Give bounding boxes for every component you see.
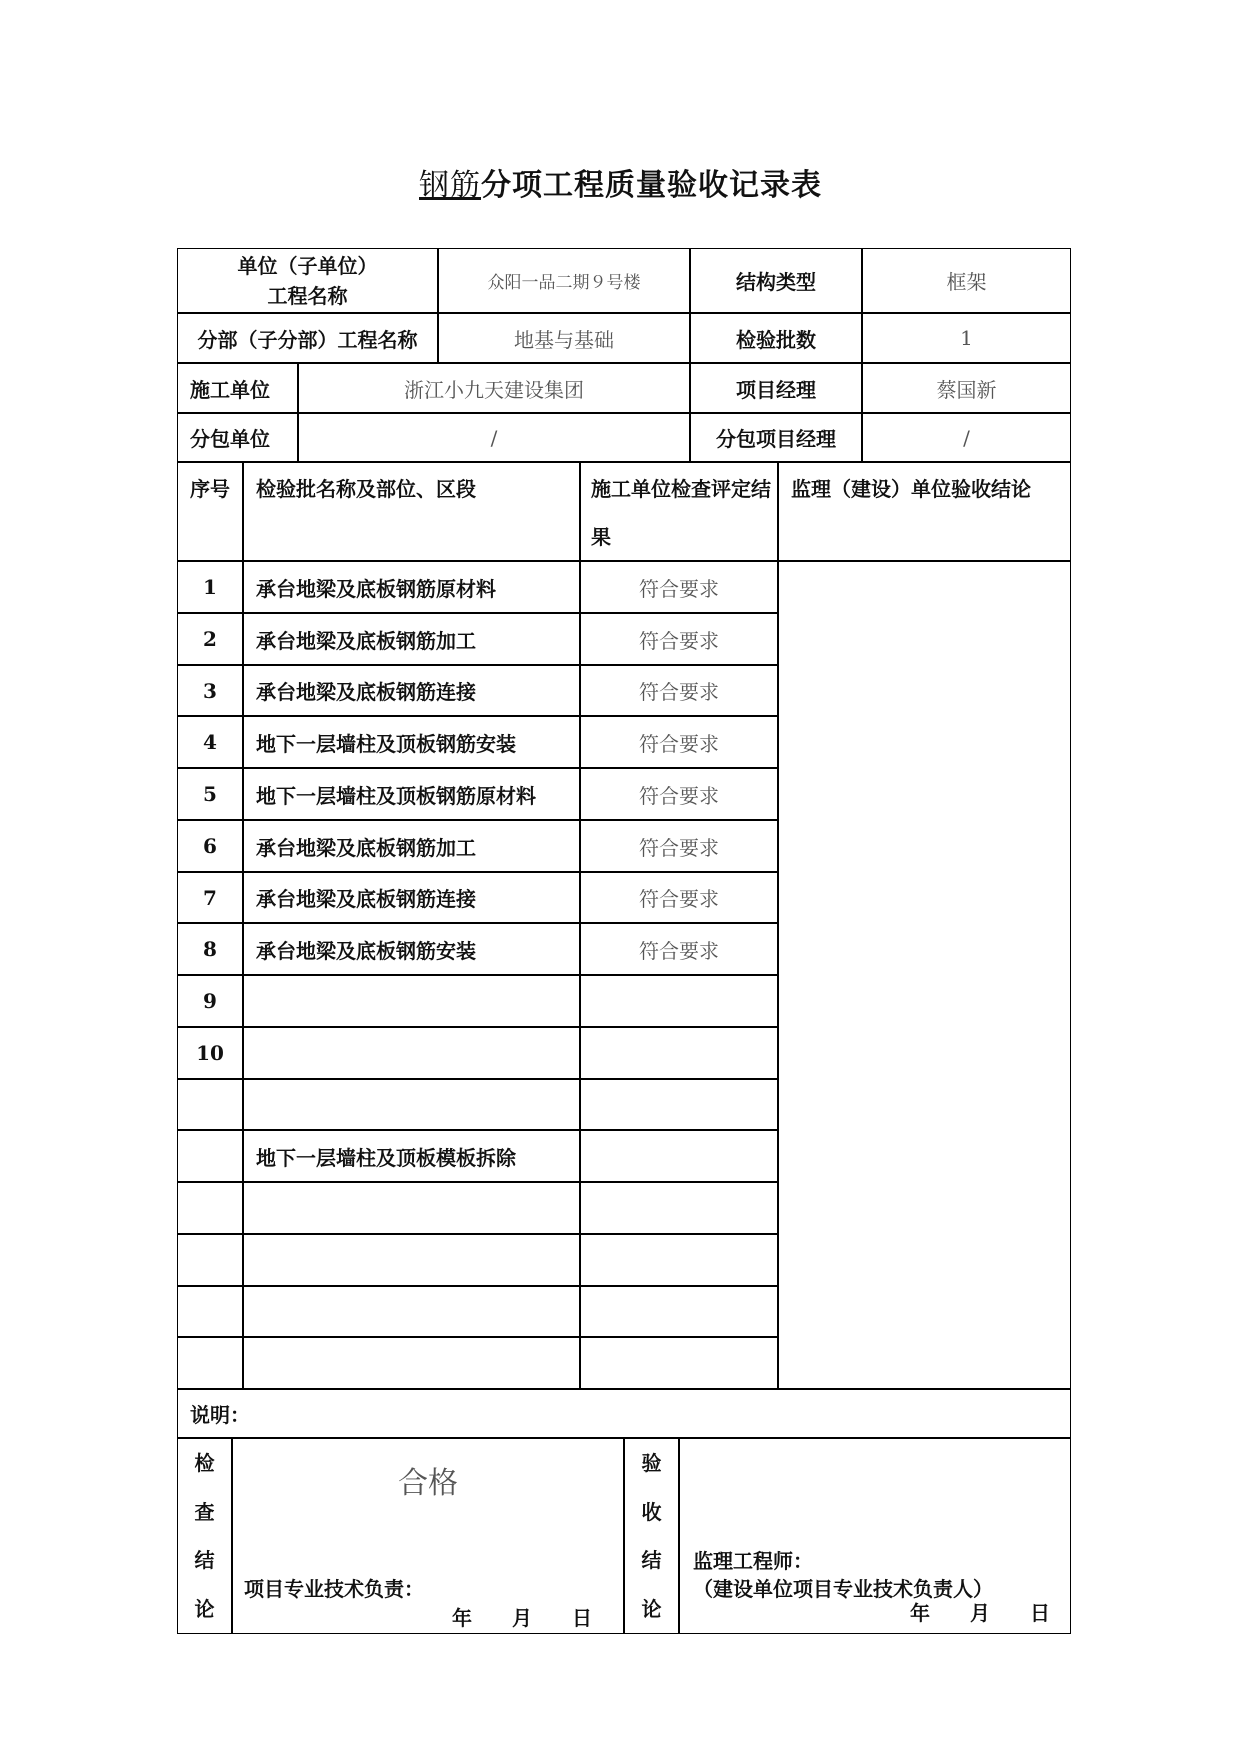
row-result	[580, 1337, 778, 1389]
row-result: 符合要求	[580, 716, 778, 768]
row-result	[580, 1182, 778, 1234]
page-title	[0, 160, 1241, 204]
title-underlined: 钢筋	[419, 168, 481, 203]
row-name	[243, 1286, 580, 1337]
acceptance-label-char: 验	[641, 1451, 662, 1475]
acceptance-label	[624, 1438, 679, 1634]
row-name: 承台地梁及底板钢筋连接	[243, 665, 580, 716]
structure-label: 结构类型	[690, 248, 862, 313]
acceptance-date: 年 月 日	[910, 1601, 1050, 1625]
sub-manager-label: 分包项目经理	[690, 413, 862, 462]
division-value: 地基与基础	[438, 313, 690, 363]
row-name: 承台地梁及底板钢筋原材料	[243, 561, 580, 613]
inspection-label-char: 论	[194, 1596, 215, 1621]
row-result	[580, 975, 778, 1027]
notes-label: 说明：	[177, 1389, 1071, 1438]
col-check-line2: 果	[591, 524, 611, 549]
conclusion-area	[778, 561, 1071, 1389]
acceptance-label-char: 论	[641, 1596, 662, 1621]
row-result: 符合要求	[580, 613, 778, 665]
row-name	[243, 1337, 580, 1389]
structure-value: 框架	[862, 248, 1071, 313]
batch-count-label: 检验批数	[690, 313, 862, 363]
acceptance-label-char: 收	[641, 1499, 662, 1524]
row-name	[243, 1234, 580, 1286]
col-name: 检验批名称及部位、区段	[243, 462, 580, 561]
acceptance-signer-line2: （建设单位项目专业技术负责人）	[693, 1577, 993, 1601]
inspection-result: 合格	[398, 1466, 458, 1501]
inspection-label	[177, 1438, 232, 1634]
inspection-label-char: 查	[194, 1499, 215, 1524]
row-seq: 4	[177, 716, 243, 768]
row-name: 承台地梁及底板钢筋连接	[243, 872, 580, 923]
acceptance-signer-line1: 监理工程师：	[693, 1549, 813, 1573]
row-seq	[177, 1234, 243, 1286]
row-name	[243, 975, 580, 1027]
inspection-signer: 项目专业技术负责：	[244, 1577, 424, 1601]
manager-label: 项目经理	[690, 363, 862, 413]
row-seq: 5	[177, 768, 243, 820]
row-seq	[177, 1337, 243, 1389]
row-seq: 1	[177, 561, 243, 613]
row-name	[243, 1182, 580, 1234]
inspection-label-char: 结	[194, 1548, 215, 1573]
row-result: 符合要求	[580, 923, 778, 975]
col-seq: 序号	[177, 462, 243, 561]
col-check-line1: 施工单位检查评定结	[591, 476, 771, 501]
row-result	[580, 1234, 778, 1286]
division-label: 分部（子分部）工程名称	[177, 313, 438, 363]
manager-value: 蔡国新	[862, 363, 1071, 413]
row-name: 承台地梁及底板钢筋加工	[243, 613, 580, 665]
col-check	[580, 462, 778, 561]
row-seq	[177, 1182, 243, 1234]
row-seq: 9	[177, 975, 243, 1027]
inspection-label-char: 检	[194, 1451, 215, 1475]
row-seq	[177, 1130, 243, 1182]
row-result: 符合要求	[580, 665, 778, 716]
acceptance-label-char: 结	[641, 1548, 662, 1573]
unit-label-line1: 单位（子单位）	[237, 253, 378, 278]
row-result: 符合要求	[580, 768, 778, 820]
contractor-label: 施工单位	[177, 363, 298, 413]
unit-label	[177, 248, 438, 313]
row-result: 符合要求	[580, 561, 778, 613]
row-seq: 2	[177, 613, 243, 665]
title-rest: 分项工程质量验收记录表	[481, 168, 822, 203]
row-name	[243, 1079, 580, 1130]
row-result: 符合要求	[580, 872, 778, 923]
row-result	[580, 1079, 778, 1130]
row-name: 地下一层墙柱及顶板钢筋原材料	[243, 768, 580, 820]
row-name: 承台地梁及底板钢筋加工	[243, 820, 580, 872]
row-name: 承台地梁及底板钢筋安装	[243, 923, 580, 975]
row-seq: 10	[177, 1027, 243, 1079]
row-result	[580, 1027, 778, 1079]
row-seq: 6	[177, 820, 243, 872]
row-seq: 3	[177, 665, 243, 716]
row-name: 地下一层墙柱及顶板钢筋安装	[243, 716, 580, 768]
sub-manager-value: /	[862, 413, 1071, 462]
unit-label-line2: 工程名称	[267, 283, 348, 308]
col-conclusion: 监理（建设）单位验收结论	[778, 462, 1071, 561]
row-seq: 7	[177, 872, 243, 923]
row-name: 地下一层墙柱及顶板模板拆除	[243, 1130, 580, 1182]
row-result	[580, 1286, 778, 1337]
row-name	[243, 1027, 580, 1079]
sub-label: 分包单位	[177, 413, 298, 462]
row-seq	[177, 1079, 243, 1130]
sub-value: /	[298, 413, 690, 462]
row-result	[580, 1130, 778, 1182]
row-seq	[177, 1286, 243, 1337]
row-result: 符合要求	[580, 820, 778, 872]
row-seq: 8	[177, 923, 243, 975]
contractor-value: 浙江小九天建设集团	[298, 363, 690, 413]
unit-value: 众阳一品二期９号楼	[438, 248, 690, 313]
inspection-date: 年 月 日	[452, 1606, 592, 1630]
batch-count-value: 1	[862, 313, 1071, 363]
